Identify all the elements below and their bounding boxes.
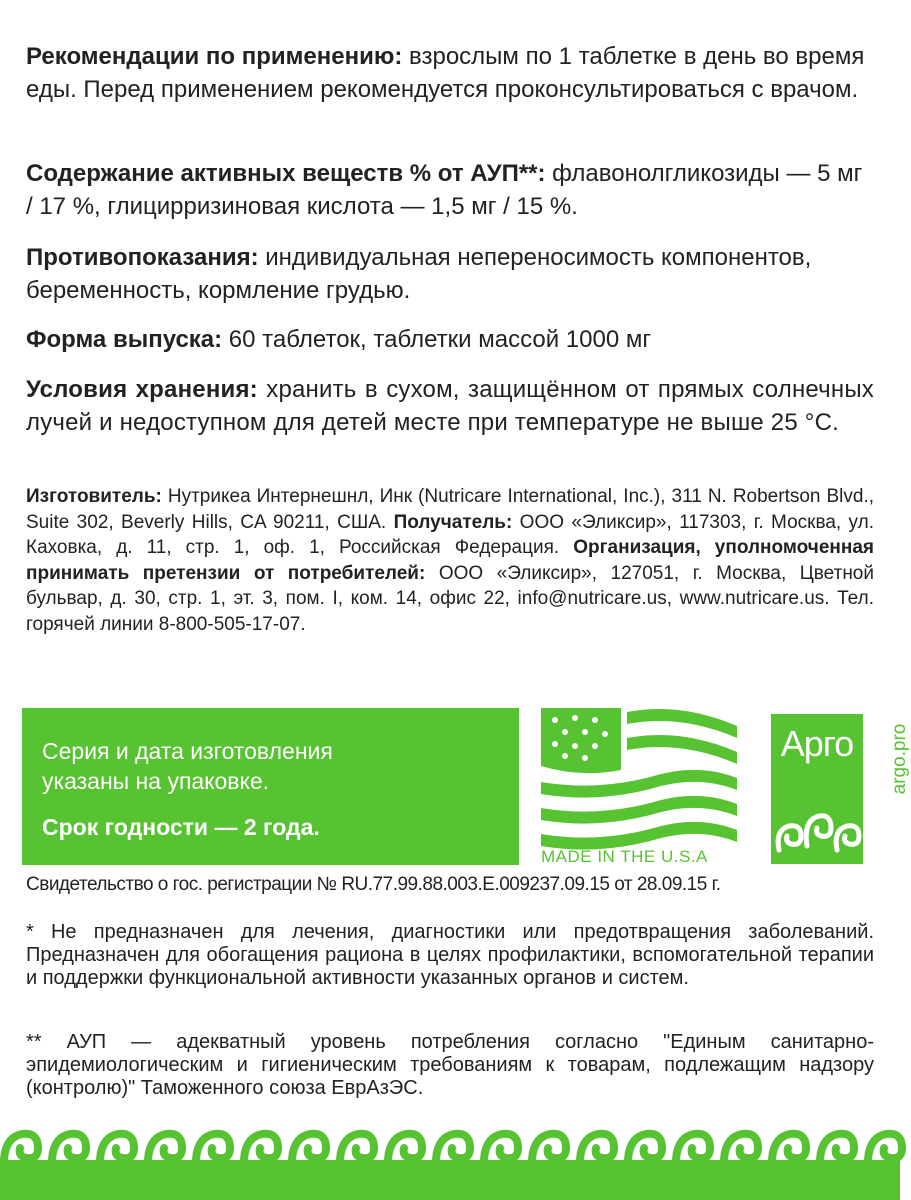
manufacturer-text: Нутрикеа Интернешнл, Инк (Nutricare International, Inc.), 311 N. Robertson Blvd., Suite 302, Beverly Hills, CA 90211, США. — [26, 486, 874, 533]
batch-info-box — [22, 708, 519, 865]
manufacturer-label: Изготовитель: — [26, 486, 162, 507]
wave-border-icon — [0, 1112, 900, 1200]
claims-org-label: Организация, уполномоченная принимать претензии от потребителей: — [26, 537, 874, 584]
footnote-1: * Не предназначен для лечения, диагностики или предотвращения заболеваний. Предназначен для обогащения рациона в целях профилактики, вспомогательной терапии и поддержки функциональной активности указанных органов и систем. — [26, 921, 874, 989]
usage-label: Рекомендации по применению: — [26, 43, 403, 70]
storage-text: хранить в сухом, защищённом от прямых солнечных лучей и недоступном для детей месте при температуре не выше 25 °C. — [26, 376, 874, 436]
usage-text: взрослым по 1 таблетке в день во время еды. Перед применением рекомендуется проконсультироваться с врачом. — [26, 43, 865, 103]
argo-site-link[interactable]: argo.pro — [889, 723, 910, 795]
contraindications — [26, 241, 874, 307]
argo-logo-word: Арго — [780, 723, 854, 764]
wave-icon — [771, 796, 863, 864]
active-substances-label: Содержание активных веществ % от АУП**: — [26, 160, 546, 187]
recipient-text: ООО «Эликсир», 117303, г. Москва, ул. Каховка, д. 11, стр. 1, оф. 1, Российская Федерация. — [26, 511, 874, 558]
batch-line-1: Серия и дата изготовления — [42, 738, 333, 764]
storage-label: Условия хранения: — [26, 376, 258, 403]
recipient-label: Получатель: — [393, 511, 513, 533]
release-form-label: Форма выпуска: — [26, 326, 223, 353]
argo-logo — [771, 714, 863, 864]
active-substances-text: флавонолгликозиды — 5 мг / 17 %, глицирризиновая кислота — 1,5 мг / 15 %. — [26, 160, 863, 220]
release-form-text: 60 таблеток, таблетки массой 1000 мг — [222, 326, 652, 353]
usa-flag-icon — [541, 708, 737, 846]
made-in-usa-label: MADE IN THE U.S.A — [541, 847, 708, 866]
contraindications-text: индивидуальная непереносимость компонентов, беременность, кормление грудью. — [26, 244, 812, 304]
shelf-life: Срок годности — 2 года. — [42, 814, 320, 840]
claims-org-text: ООО «Эликсир», 127051, г. Москва, Цветной бульвар, д. 30, стр. 1, эт. 3, пом. I, ком. 14, офис 22, info@nutricare.us, www.nutricare.us. Тел. горячей линии 8-800-505-17-07. — [26, 562, 874, 635]
footnote-2: ** АУП — адекватный уровень потребления согласно "Единым санитарно-эпидемиологическим и гигиеническим требованиям к товарам, подлежащим надзору (контролю)" Таможенного союза ЕврАзЭС. — [26, 1031, 874, 1099]
active-substances — [26, 157, 874, 223]
contraindications-label: Противопоказания: — [26, 244, 259, 271]
release-form — [26, 323, 874, 356]
registration-certificate: Свидетельство о гос. регистрации № RU.77.99.88.003.E.009237.09.15 от 28.09.15 г. — [26, 874, 721, 895]
manufacturer-info — [26, 484, 874, 637]
usage-recommendations — [26, 40, 874, 106]
batch-line-2: указаны на упаковке. — [42, 768, 270, 794]
storage-conditions — [26, 373, 874, 439]
